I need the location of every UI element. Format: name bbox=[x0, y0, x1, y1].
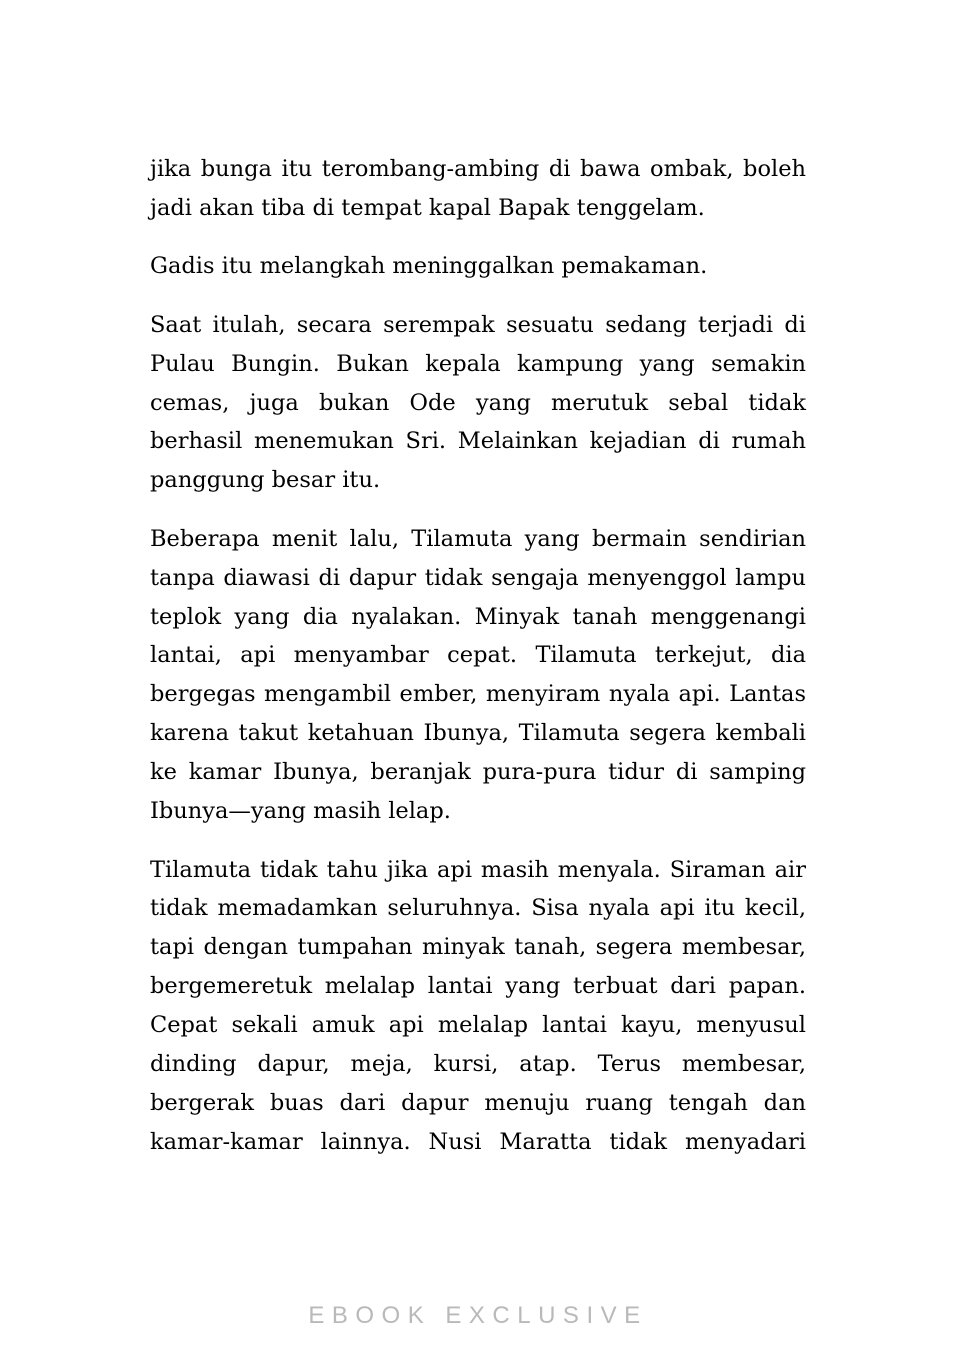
paragraph-4: Beberapa menit lalu, Tilamuta yang bermain sendirian tanpa diawasi di dapur tidak sengaja menyenggol lampu teplok yang dia nyalakan. Minyak tanah menggenangi lantai, api menyambar cepat. Tilamuta terkejut, dia bergegas mengambil ember, menyiram nyala api. Lantas karena takut ketahuan Ibunya, Tilamuta segera kembali ke kamar Ibunya, beranjak pura-pura tidur di samping Ibunya—yang masih lelap. bbox=[150, 525, 806, 825]
body-text bbox=[150, 150, 806, 1181]
footer-label: EBOOK EXCLUSIVE bbox=[308, 1302, 648, 1329]
paragraph-1: jika bunga itu terombang-ambing di bawa ombak, boleh jadi akan tiba di tempat kapal Bapak tenggelam. bbox=[150, 156, 806, 221]
paragraph-3: Saat itulah, secara serempak sesuatu sedang terjadi di Pulau Bungin. Bukan kepala kampung yang semakin cemas, juga bukan Ode yang merutuk sebal tidak berhasil menemukan Sri. Melainkan kejadian di rumah panggung besar itu. bbox=[150, 311, 806, 494]
paragraph-2: Gadis itu melangkah meninggalkan pemakaman. bbox=[150, 253, 708, 280]
paragraph-5: Tilamuta tidak tahu jika api masih menyala. Siraman air tidak memadamkan seluruhnya. Sisa nyala api itu kecil, tapi dengan tumpahan minyak tanah, segera membesar, bergemeretuk melalap lantai yang terbuat dari papan. Cepat sekali amuk api melalap lantai kayu, menyusul dinding dapur, meja, kursi, atap. Terus membesar, bergerak buas dari dapur menuju ruang tengah dan kamar-kamar lainnya. Nusi Maratta tidak menyadari bbox=[150, 856, 806, 1155]
